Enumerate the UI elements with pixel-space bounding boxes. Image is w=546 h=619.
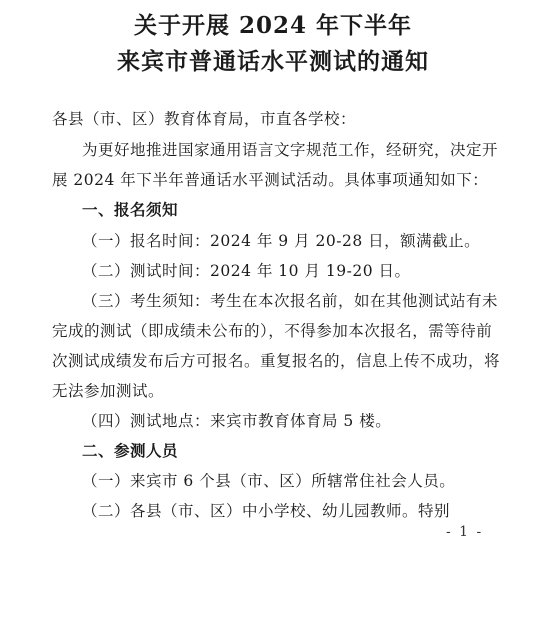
item-candidate-notice-line-3: 次测试成绩发布后方可报名。重复报名的，信息上传不成功，将 xyxy=(52,352,501,370)
document-title-line-2: 来宾市普通话水平测试的通知 xyxy=(117,48,429,75)
section-heading-registration: 一、报名须知 xyxy=(82,200,179,219)
item-candidate-notice-line-2: 完成的测试（即成绩未公布的），不得参加本次报名，需等待前 xyxy=(52,322,493,340)
section-heading-participants: 二、参测人员 xyxy=(82,441,179,460)
intro-paragraph-line-1: 为更好地推进国家通用语言文字规范工作，经研究，决定开 xyxy=(82,141,499,159)
item-participants-residents: （一）来宾市 6 个县（市、区）所辖常住社会人员。 xyxy=(82,472,456,490)
document-title-line-1: 关于开展 2024 年下半年 xyxy=(133,12,413,39)
item-test-time: （二）测试时间：2024 年 10 月 19-20 日。 xyxy=(82,262,411,280)
item-candidate-notice-line-4: 无法参加测试。 xyxy=(52,382,165,400)
item-candidate-notice-line-1: （三）考生须知：考生在本次报名前，如在其他测试站有未 xyxy=(82,292,499,310)
salutation: 各县（市、区）教育体育局，市直各学校： xyxy=(52,110,357,128)
item-test-location: （四）测试地点：来宾市教育体育局 5 楼。 xyxy=(82,412,392,430)
page-number: - 1 - xyxy=(446,524,484,540)
item-registration-time: （一）报名时间：2024 年 9 月 20-28 日，额满截止。 xyxy=(82,232,481,250)
intro-paragraph-line-2: 展 2024 年下半年普通话水平测试活动。具体事项通知如下： xyxy=(52,171,489,189)
item-participants-teachers: （二）各县（市、区）中小学校、幼儿园教师。特别 xyxy=(82,502,451,520)
